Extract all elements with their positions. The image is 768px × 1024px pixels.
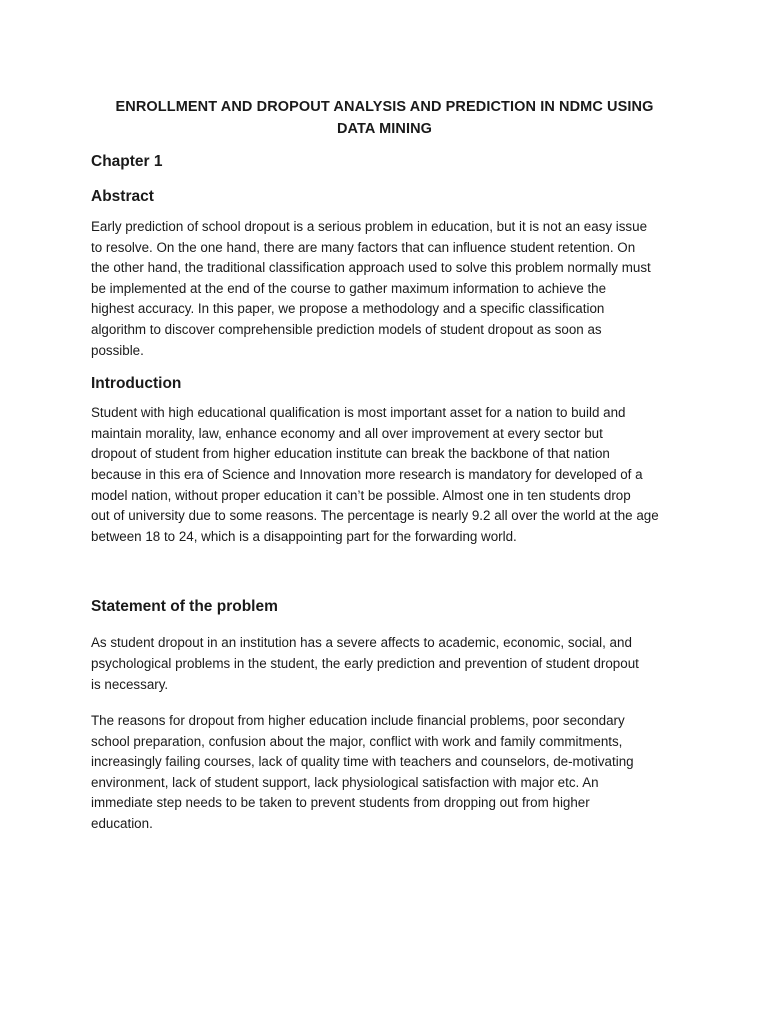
document-title <box>91 96 678 140</box>
abstract-paragraph <box>91 217 678 361</box>
introduction-line: Student with high educational qualification is most important asset for a nation to build and <box>91 405 626 421</box>
document-title-line-1: ENROLLMENT AND DROPOUT ANALYSIS AND PREDICTION IN NDMC USING <box>115 99 654 115</box>
abstract-line: possible. <box>91 342 144 358</box>
problem-line: environment, lack of student support, lack physiological satisfaction with major etc. An <box>91 774 599 790</box>
document-title-line-2: DATA MINING <box>336 121 433 137</box>
abstract-line: to resolve. On the one hand, there are many factors that can influence student retention. On <box>91 239 636 255</box>
problem-line: The reasons for dropout from higher education include financial problems, poor secondary <box>91 713 625 729</box>
problem-line: psychological problems in the student, the early prediction and prevention of student dropout <box>91 655 639 671</box>
abstract-line: highest accuracy. In this paper, we propose a methodology and a specific classification <box>91 301 605 317</box>
problem-paragraph-1 <box>91 633 678 695</box>
abstract-line: the other hand, the traditional classification approach used to solve this problem normally must <box>91 260 651 276</box>
problem-line: As student dropout in an institution has a severe affects to academic, economic, social, and <box>91 635 632 651</box>
introduction-line: between 18 to 24, which is a disappointing part for the forwarding world. <box>91 528 517 544</box>
introduction-line: model nation, without proper education it can’t be possible. Almost one in ten students drop <box>91 487 631 503</box>
problem-paragraph-2 <box>91 711 678 835</box>
problem-line: education. <box>91 816 153 832</box>
abstract-line: Early prediction of school dropout is a serious problem in education, but it is not an easy issue <box>91 219 648 234</box>
abstract-line: algorithm to discover comprehensible prediction models of student dropout as soon as <box>91 321 602 337</box>
problem-line: increasingly failing courses, lack of quality time with teachers and counselors, de-motivating <box>91 754 634 770</box>
introduction-line: because in this era of Science and Innovation more research is mandatory for developed of a <box>91 466 643 482</box>
problem-line: immediate step needs to be taken to prevent students from dropping out from higher <box>91 795 590 811</box>
abstract-line: be implemented at the end of the course to gather maximum information to achieve the <box>91 280 607 296</box>
introduction-line: dropout of student from higher education institute can break the backbone of that nation <box>91 446 610 462</box>
introduction-heading: Introduction <box>91 375 182 393</box>
problem-statement-heading: Statement of the problem <box>91 598 278 616</box>
problem-line: is necessary. <box>91 676 169 692</box>
abstract-heading: Abstract <box>91 188 154 205</box>
introduction-line: out of university due to some reasons. The percentage is nearly 9.2 all over the world at the age <box>91 508 659 524</box>
introduction-paragraph <box>91 403 678 547</box>
introduction-line: maintain morality, law, enhance economy and all over improvement at every sector but <box>91 425 603 441</box>
chapter-heading: Chapter 1 <box>91 153 163 170</box>
problem-line: school preparation, confusion about the major, conflict with work and family commitments, <box>91 733 623 749</box>
